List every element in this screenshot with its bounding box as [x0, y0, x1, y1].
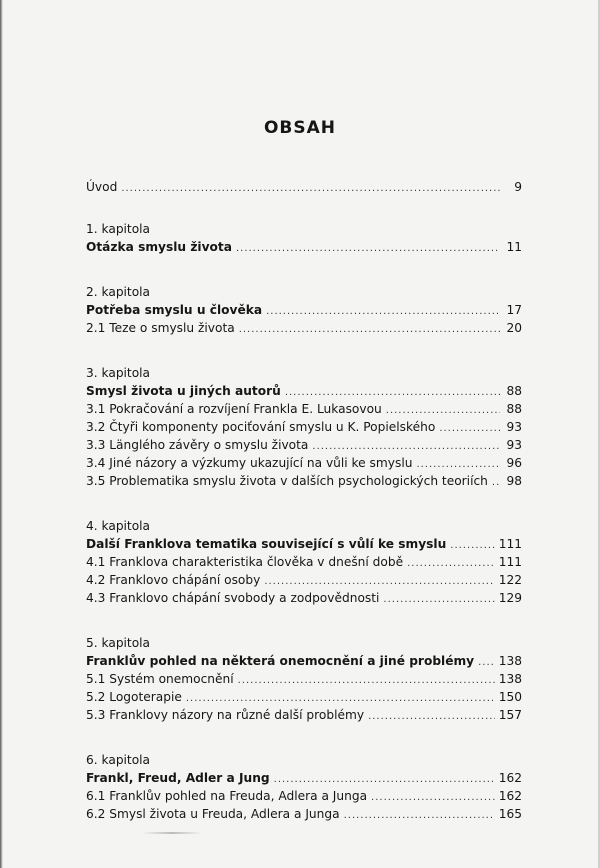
toc-chapter-title-row[interactable] — [86, 301, 522, 319]
dot-leader — [236, 240, 500, 258]
chapter-title: Frankl, Freud, Adler a Jung — [86, 771, 270, 785]
dot-leader — [478, 654, 495, 672]
toc-entry[interactable] — [86, 553, 522, 571]
toc-chapter-title-row[interactable] — [86, 382, 522, 400]
dot-leader — [121, 180, 500, 198]
chapter-title: Potřeba smyslu u člověka — [86, 303, 263, 317]
toc-intro-section — [86, 178, 522, 196]
chapter-heading: 6. kapitola — [86, 753, 151, 767]
toc-entry-label: 6.2 Smysl života u Freuda, Adlera a Junga — [86, 807, 340, 821]
toc-page-number: 150 — [498, 690, 522, 704]
toc-page-number: 111 — [498, 555, 522, 569]
dot-leader — [492, 474, 500, 492]
table-of-contents — [86, 178, 522, 850]
toc-entry[interactable] — [86, 571, 522, 589]
toc-entry-label: 3.1 Pokračování a rozvíjení Frankla E. Lukasovou — [86, 402, 382, 416]
toc-page-number: 138 — [498, 672, 522, 686]
toc-entry-label: 5.1 Systém onemocnění — [86, 672, 234, 686]
toc-entry[interactable] — [86, 472, 522, 490]
toc-entry-label: 4.3 Franklovo chápání svobody a zodpovědnosti — [86, 591, 380, 605]
toc-chapter-title-row[interactable] — [86, 652, 522, 670]
toc-chapter-section — [86, 364, 522, 490]
toc-page-number: 9 — [514, 180, 522, 194]
toc-entry[interactable] — [86, 787, 522, 805]
toc-page-number: 96 — [506, 456, 522, 470]
toc-chapters — [86, 220, 522, 823]
toc-page-number: 88 — [506, 402, 522, 416]
chapter-title: Další Franklova tematika související s vůlí ke smyslu — [86, 537, 447, 551]
toc-page-number: 157 — [498, 708, 522, 722]
toc-page-number: 20 — [506, 321, 522, 335]
toc-chapter-section — [86, 283, 522, 337]
toc-entry[interactable] — [86, 805, 522, 823]
chapter-title: Smysl života u jiných autorů — [86, 384, 281, 398]
toc-entry[interactable] — [86, 454, 522, 472]
dot-leader — [383, 591, 494, 609]
dot-leader — [407, 555, 495, 573]
toc-page-number: 93 — [506, 420, 522, 434]
toc-entry-label: 3.3 Länglého závěry o smyslu života — [86, 438, 309, 452]
toc-entry[interactable] — [86, 706, 522, 724]
toc-page-number: 165 — [498, 807, 522, 821]
toc-entry[interactable] — [86, 319, 522, 337]
toc-chapter-section — [86, 220, 522, 256]
chapter-heading: 1. kapitola — [86, 222, 151, 236]
toc-entry[interactable] — [86, 670, 522, 688]
toc-chapter-title-row[interactable] — [86, 535, 522, 553]
scan-smudge — [142, 832, 202, 834]
toc-entry-label: 5.3 Franklovy názory na různé další problémy — [86, 708, 365, 722]
toc-entry[interactable] — [86, 436, 522, 454]
toc-entry[interactable] — [86, 418, 522, 436]
toc-entry-label: 3.4 Jiné názory a výzkumy ukazující na vůli ke smyslu — [86, 456, 413, 470]
toc-chapter-title-row[interactable] — [86, 769, 522, 787]
chapter-title: Otázka smyslu života — [86, 240, 232, 254]
dot-leader — [368, 708, 495, 726]
toc-page-number: 162 — [498, 771, 522, 785]
toc-entry-label: 4.1 Franklova charakteristika člověka v dnešní době — [86, 555, 404, 569]
toc-entry-label: 3.2 Čtyři komponenty pociťování smyslu u K. Popielského — [86, 420, 436, 434]
toc-chapter-section — [86, 634, 522, 724]
page-title: OBSAH — [263, 118, 337, 138]
chapter-heading: 3. kapitola — [86, 366, 151, 380]
toc-chapter-section — [86, 751, 522, 823]
dot-leader — [238, 672, 495, 690]
toc-entry-label: 6.1 Franklův pohled na Freuda, Adlera a Junga — [86, 789, 368, 803]
chapter-heading: 2. kapitola — [86, 285, 151, 299]
toc-entry-label: 4.2 Franklovo chápání osoby — [86, 573, 261, 587]
chapter-heading: 4. kapitola — [86, 519, 151, 533]
toc-chapter-section — [86, 517, 522, 607]
dot-leader — [239, 321, 500, 339]
toc-page-number: 138 — [498, 654, 522, 668]
toc-page-number: 17 — [506, 303, 522, 317]
toc-entry[interactable] — [86, 688, 522, 706]
dot-leader — [450, 537, 494, 555]
toc-entry-label: 5.2 Logoterapie — [86, 690, 182, 704]
toc-entry-label: 2.1 Teze o smyslu života — [86, 321, 235, 335]
toc-entry-label: Úvod — [86, 180, 118, 194]
toc-entry[interactable] — [86, 400, 522, 418]
dot-leader — [371, 789, 495, 807]
toc-page-number: 111 — [498, 537, 522, 551]
chapter-heading: 5. kapitola — [86, 636, 151, 650]
dot-leader — [266, 303, 500, 321]
toc-page-number: 93 — [506, 438, 522, 452]
dot-leader — [439, 420, 500, 438]
toc-chapter-title-row[interactable] — [86, 238, 522, 256]
dot-leader — [344, 807, 495, 825]
toc-page-number: 11 — [506, 240, 522, 254]
toc-page-number: 129 — [498, 591, 522, 605]
toc-entry[interactable] — [86, 589, 522, 607]
toc-page-number: 122 — [498, 573, 522, 587]
chapter-title: Franklův pohled na některá onemocnění a jiné problémy — [86, 654, 475, 668]
toc-page-number: 98 — [506, 474, 522, 488]
toc-page-number: 88 — [506, 384, 522, 398]
toc-entry-label: 3.5 Problematika smyslu života v dalších psychologických teoriích — [86, 474, 488, 488]
toc-entry-intro[interactable] — [86, 178, 522, 196]
toc-page-number: 162 — [498, 789, 522, 803]
